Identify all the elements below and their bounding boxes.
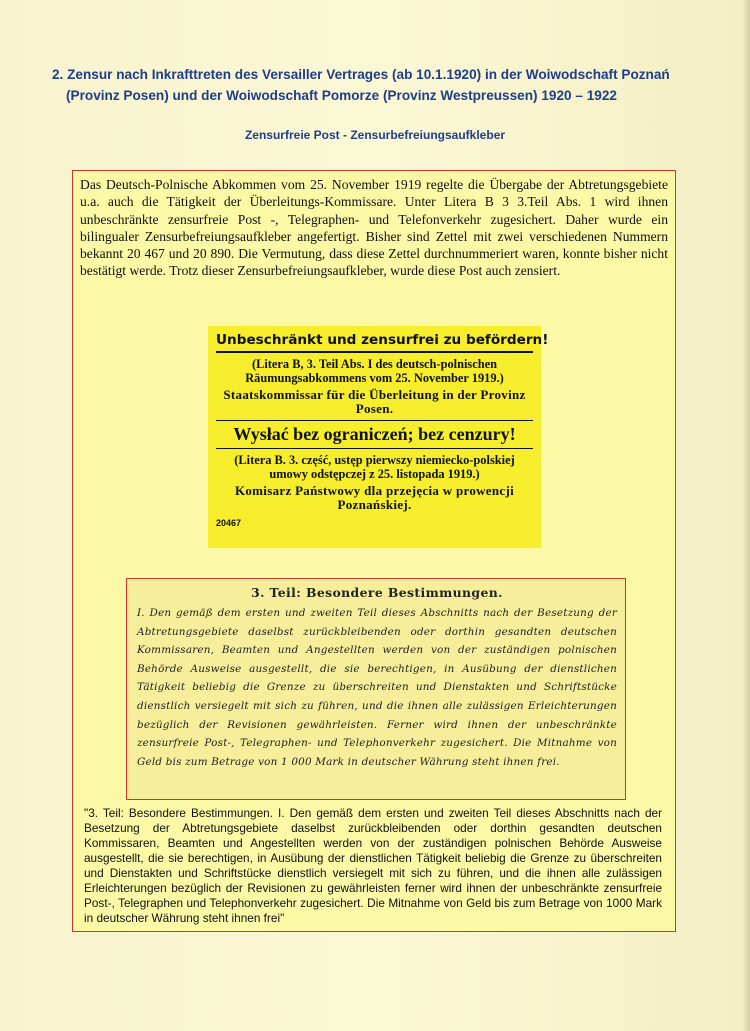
excerpt-title: 3. Teil: Besondere Bestimmungen. — [251, 585, 503, 600]
page-heading — [52, 64, 712, 106]
heading-line-1: 2. Zensur nach Inkrafttreten des Versailler Vertrages (ab 10.1.1920) in der Woiwodschaft Poznań — [52, 67, 670, 82]
excerpt-body: I. Den gemäß dem ersten und zweiten Teil dieses Abschnitts nach der Besetzung der Abtretungsgebiete daselbst zurückbleibenden oder dorthin gesandten deutschen Kommissaren, Beamten und Angestellten werden von der zuständigen polnischen Behörde Ausweise ausgestellt, die sie berechtigen, in Ausübung der dienstlichen Tätigkeit beliebig die Grenze zu überschreiten und Dienstakten und Schriftstücke dienstlich versiegelt mit sich zu führen, und die ihnen alle zulässigen Erleichterungen bezüglich der Revisionen gewährleisten. Ferner wird ihnen der unbeschränkte zensurfreie Post-, Telegraphen- und Telephonverkehr zugesichert. Die Mitnahme von Geld bis zum Betrage von 1 000 Mark in deutscher Währung steht ihnen frei. — [137, 607, 617, 768]
sticker-polish-office: Komisarz Państwowy dla przejęcia w prowencji Poznańskiej. — [234, 483, 515, 512]
page-subheading: Zensurfreie Post - Zensurbefreiungsaufkleber — [244, 128, 506, 142]
sticker-polish-heading: Wysłać bez ograniczeń; bez cenzury! — [216, 424, 533, 449]
sticker-german-office: Staatskommissar für die Überleitung in der Provinz Posen. — [216, 388, 533, 421]
sticker-german-heading: Unbeschränkt und zensurfrei zu befördern! — [216, 332, 533, 353]
intro-paragraph: Das Deutsch-Polnische Abkommen vom 25. November 1919 regelte die Übergabe der Abtretungsgebiete u.a. auch die Tätigkeit der Überleitungs-Kommissare. Unter Litera B 3 3.Teil Abs. 1 wird ihnen unbeschränkte zensurfreie Post -, Telegraphen- und Telefonverkehr zugesichert. Daher wurde ein bilingualer Zensurbefreiungsaufkleber angefertigt. Bisher sind Zettel mit zwei verschiedenen Nummern bekannt 20 467 und 20 890. Die Vermutung, dass diese Zettel durchnummeriert waren, konnte bisher nicht bestätigt werde. Trotz dieser Zensurbefreiungsaufkleber, wurde diese Post auch zensiert. — [80, 177, 668, 279]
heading-line-2: (Provinz Posen) und der Woiwodschaft Pomorze (Provinz Westpreussen) 1920 – 1922 — [66, 88, 617, 103]
excerpt-transcription: "3. Teil: Besondere Bestimmungen. I. Den gemäß dem ersten und zweiten Teil dieses Abschnitts nach der Besetzung der Abtretungsgebiete daselbst zurückbleibenden oder dorthin gesandten deutschen Kommissaren, Beamten und Angestellten werden von der zuständigen polnischen Behörde Ausweise ausgestellt, die sie berechtigen, in Ausübung der dienstlichen Tätigkeit beliebig die Grenze zu überschreiten und Dienstakten und Schriftstücke dienstlich versiegelt mit sich zu führen, und die ihnen alle zulässigen Erleichterungen bezüglich der Revisionen zu gewährleisten ferner wird ihnen der unbeschränkte zensurfreie Post-, Telegraphen und Telephonverkehr zugesichert. Die Mitnahme von Geld bis zum Betrage von 1000 Mark in deutscher Währung steht ihnen frei" — [84, 806, 662, 925]
sticker-german-reference: (Litera B, 3. Teil Abs. I des deutsch-polnischen Räumungsabkommens vom 25. November 1919.) — [245, 357, 504, 385]
intro-text — [80, 176, 668, 280]
page-edge-shadow — [742, 0, 750, 1031]
treaty-excerpt — [126, 578, 626, 800]
censorship-exemption-sticker — [208, 326, 549, 548]
sticker-number: 20467 — [216, 518, 242, 528]
sticker-polish-reference: (Litera B. 3. część, ustęp pierwszy niemiecko-polskiej umowy odstępczej z 25. listopada 1919.) — [234, 453, 515, 481]
